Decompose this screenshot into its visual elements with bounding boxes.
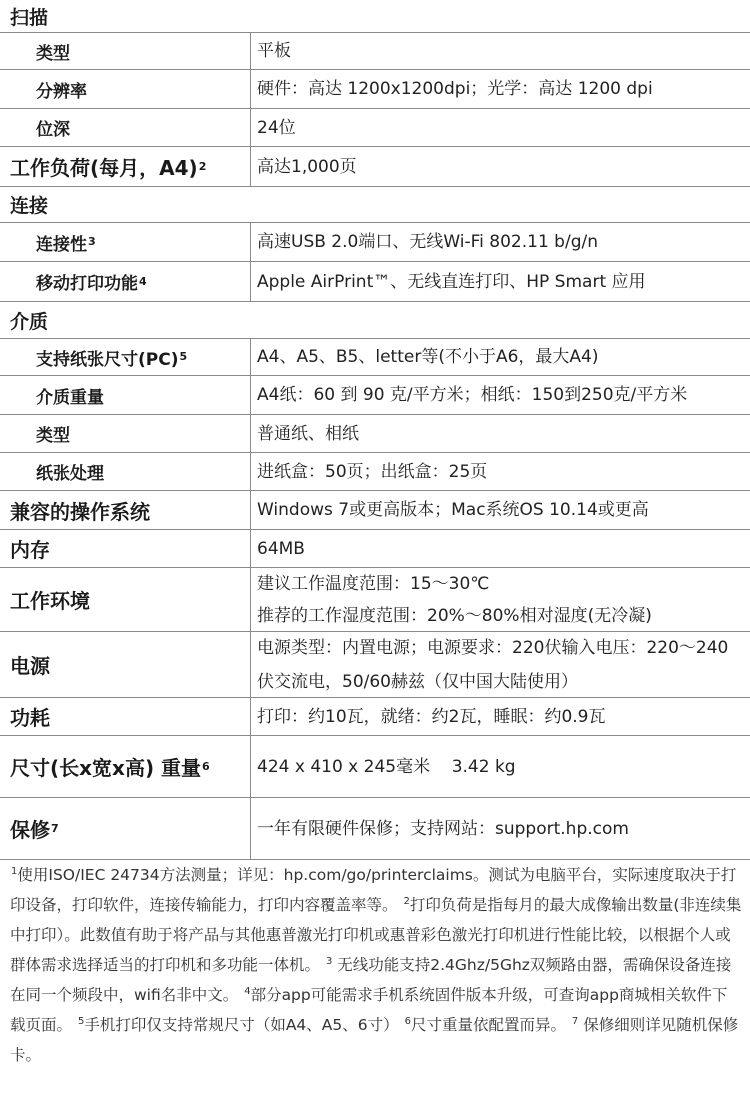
spec-value: 硬件：高达 1200x1200dpi；光学：高达 1200 dpi [250, 70, 750, 108]
section-scan [0, 0, 750, 33]
spec-value: 高达1,000页 [250, 147, 750, 186]
spec-label: 移动打印功能 4 [36, 274, 147, 294]
section-title: 扫描 [10, 6, 49, 29]
spec-value: Windows 7或更高版本；Mac系统OS 10.14或更高 [250, 491, 750, 529]
spec-row-connectivity [0, 223, 750, 262]
spec-row-warranty [0, 798, 750, 860]
spec-row-power-consumption [0, 698, 750, 736]
spec-label: 工作环境 [10, 589, 90, 613]
footnote-text: 保修细则详见随机保修卡。 [10, 1016, 739, 1064]
spec-label: 类型 [36, 426, 70, 446]
spec-row-power [0, 632, 750, 698]
spec-label: 分辨率 [36, 81, 87, 102]
spec-value [250, 568, 750, 631]
spec-row-memory [0, 530, 750, 568]
spec-row-media-type [0, 415, 750, 453]
spec-row-mobile-print [0, 262, 750, 302]
spec-label: 内存 [10, 538, 50, 562]
spec-value: 电源类型：内置电源；电源要求：220伏输入电压：220～240伏交流电，50/60赫兹（仅中国大陆使用） [250, 632, 750, 697]
section-title: 介质 [10, 310, 49, 333]
footnote-text: 部分app可能需求手机系统固件版本升级，可查询app商城相关软件下载页面。 [10, 986, 728, 1034]
spec-label: 兼容的操作系统 [10, 499, 150, 524]
spec-value: 24位 [250, 109, 750, 146]
footnotes: $^1$使用ISO/IEC 24734方法测量；详见：hp.com/go/printerclaims。测试为电脑平台，实际速度取决于打印设备，打印软件，连接传输能力，打印内容覆盖率等。 $^2$打印负荷是指每月的最大成像输出数量(非连续集中打印）。此数值有助于将产品与其他惠普激光打印机或惠普彩色激光打印机进行性能比较，以根据个人或群体需求选择适当的打印机和多功能一体机。 $^3$ 无线功能支持2.4Ghz/5Ghz双频路由器，需确保设备连接在同一个频段中，wifi名非中文。 $^4$部分app可能需求手机系统固件版本升级，可查询app商城相关软件下载页面。 $^5$手机打印仅支持常规尺寸（如A4、A5、6寸） $^6$尺寸重量依配置而异。 $^7$ 保修细则详见随机保修卡。 [10, 865, 742, 1064]
spec-value-line: 建议工作温度范围：15～30℃ [257, 573, 490, 594]
spec-label: 尺寸(长x宽x高) 重量 6 [10, 756, 210, 780]
spec-label: 介质重量 [36, 387, 104, 408]
section-media [0, 302, 750, 339]
spec-value: 64MB [250, 530, 750, 567]
spec-value: 普通纸、相纸 [250, 415, 750, 452]
spec-label: 功耗 [10, 706, 50, 730]
footnote-text: 无线功能支持2.4Ghz/5Ghz双频路由器，需确保设备连接在同一个频段中，wifi名非中文。 [10, 956, 732, 1004]
spec-label: 纸张处理 [36, 464, 104, 484]
section-connect [0, 187, 750, 223]
spec-value: A4纸：60 到 90 克/平方米；相纸：150到250克/平方米 [250, 376, 750, 414]
spec-row-resolution [0, 70, 750, 109]
spec-value: 高速USB 2.0端口、无线Wi-Fi 802.11 b/g/n [250, 223, 750, 261]
spec-label: 支持纸张尺寸(PC) 5 [36, 349, 188, 370]
spec-value: A4、A5、B5、letter等(不小于A6，最大A4) [250, 339, 750, 375]
spec-label: 电源 [10, 654, 50, 678]
footnote-text: 打印负荷是指每月的最大成像输出数量(非连续集中打印）。此数值有助于将产品与其他惠普激光打印机或惠普彩色激光打印机进行性能比较，以根据个人或群体需求选择适当的打印机和多功能一体机。 [10, 896, 742, 974]
spec-label: 位深 [36, 120, 70, 140]
spec-row-type [0, 33, 750, 70]
spec-row-os [0, 491, 750, 530]
spec-row-dimensions [0, 736, 750, 798]
footnote-text: 尺寸重量依配置而异。 [410, 1016, 566, 1034]
spec-value: 打印：约10瓦，就绪：约2瓦，睡眠：约0.9瓦 [250, 698, 750, 735]
spec-label: 类型 [36, 43, 70, 64]
footnote-text: 手机打印仅支持常规尺寸（如A4、A5、6寸） [84, 1016, 399, 1034]
spec-label: 工作负荷(每月，A4) 2 [10, 156, 207, 180]
spec-label: 保修 7 [10, 818, 59, 842]
spec-row-duty-cycle [0, 147, 750, 187]
spec-row-paper-size [0, 339, 750, 376]
spec-value: Apple AirPrint™、无线直连打印、HP Smart 应用 [250, 262, 750, 301]
footnote-text: 使用ISO/IEC 24734方法测量；详见：hp.com/go/printerclaims。测试为电脑平台，实际速度取决于打印设备，打印软件，连接传输能力，打印内容覆盖率等。 [10, 866, 737, 914]
spec-value-line: 推荐的工作湿度范围：20%～80%相对湿度(无冷凝) [257, 605, 652, 626]
spec-value: 平板 [250, 33, 750, 69]
spec-row-paper-handling [0, 453, 750, 491]
spec-value: 424 x 410 x 245毫米 3.42 kg [250, 736, 750, 797]
spec-value: 进纸盒：50页；出纸盒：25页 [250, 453, 750, 490]
spec-row-bit-depth [0, 109, 750, 147]
spec-label: 连接性 3 [36, 234, 96, 255]
spec-row-media-weight [0, 376, 750, 415]
section-title: 连接 [10, 195, 49, 217]
spec-row-environment [0, 568, 750, 632]
spec-value: 一年有限硬件保修；支持网站：support.hp.com [250, 798, 750, 859]
